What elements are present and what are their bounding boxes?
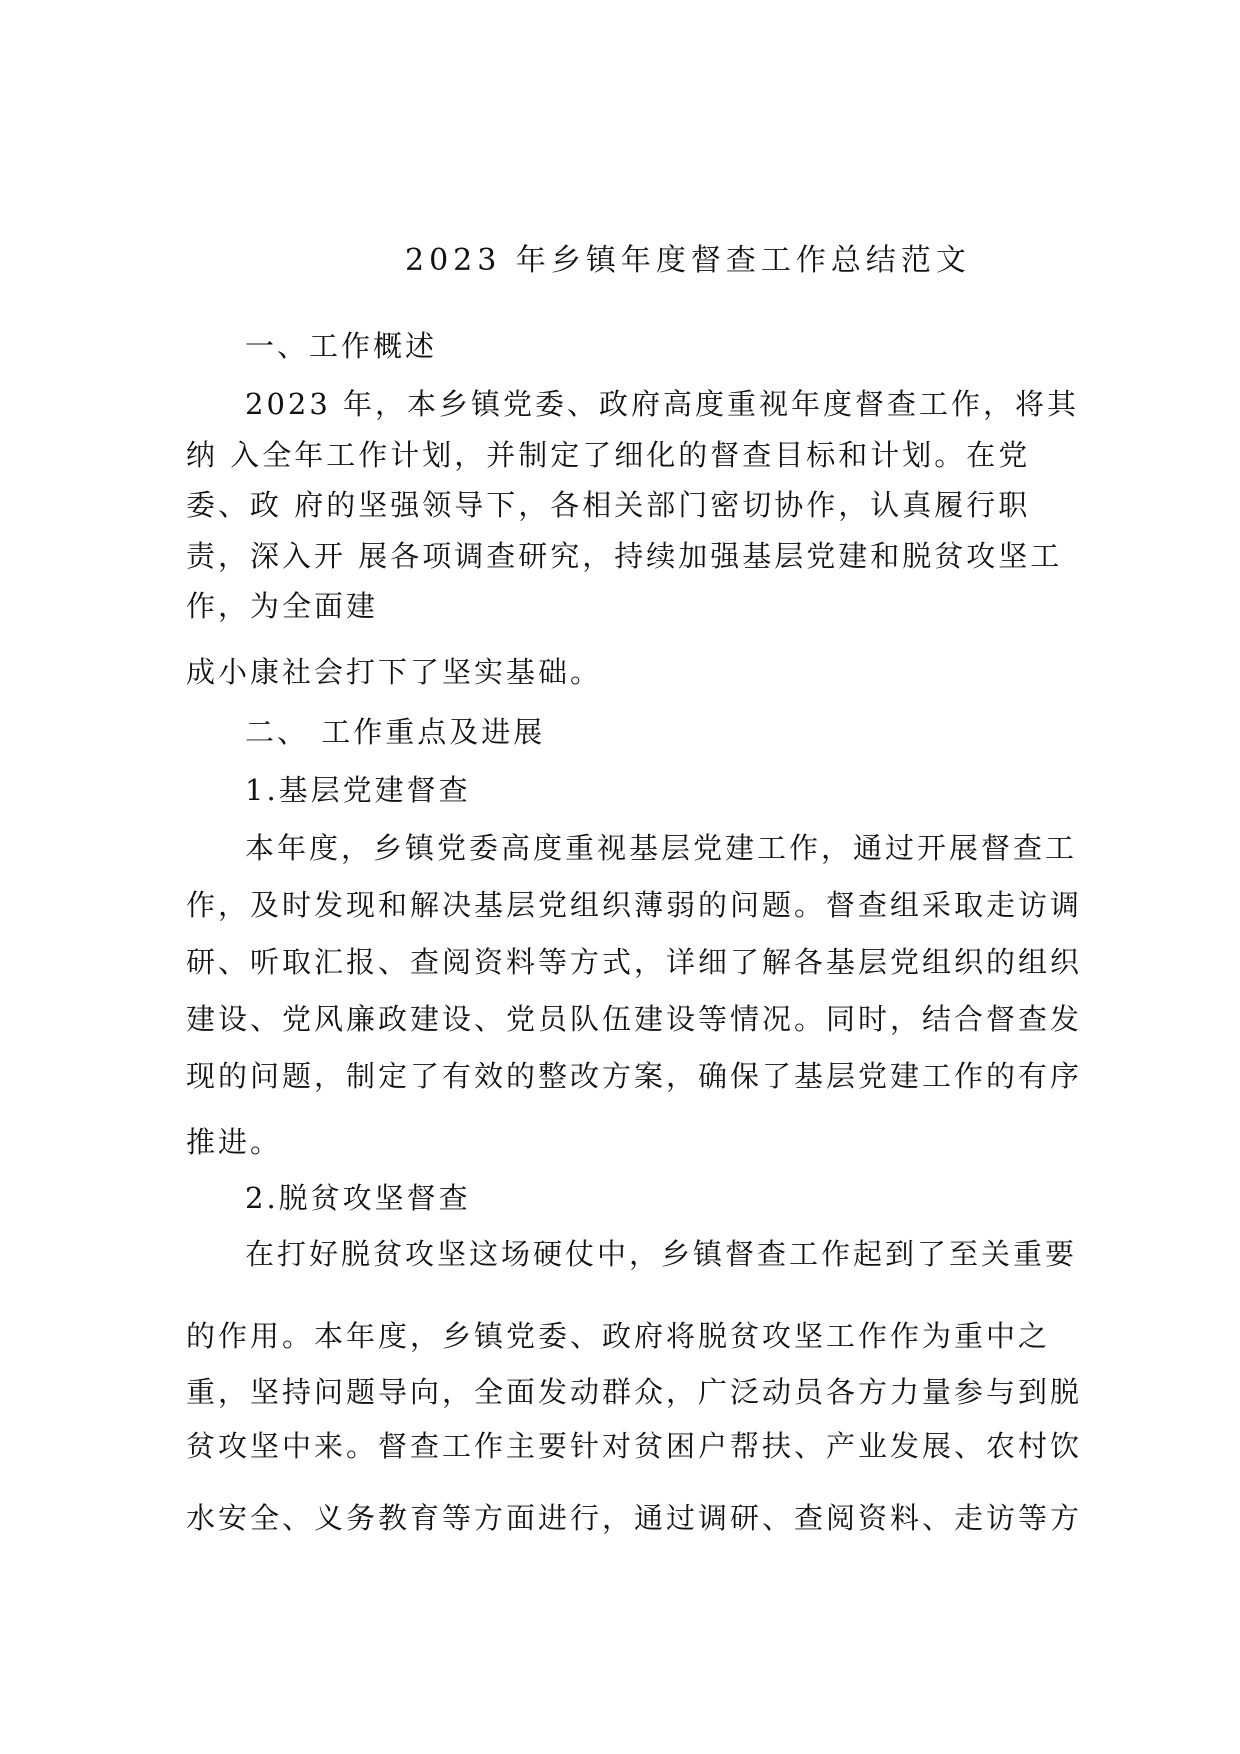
body-line: 作，及时发现和解决基层党组织薄弱的问题。督查组采取走访调 <box>186 888 1083 922</box>
body-line: 在打好脱贫攻坚这场硬仗中，乡镇督查工作起到了至关重要 <box>245 1237 1078 1271</box>
body-line: 贫攻坚中来。督查工作主要针对贫困户帮扶、产业发展、农村饮 <box>186 1429 1083 1463</box>
body-line: 现的问题，制定了有效的整改方案，确保了基层党建工作的有序 <box>186 1059 1083 1093</box>
body-line: 委、政 府的坚强领导下，各相关部门密切协作，认真履行职 <box>186 488 1031 522</box>
body-line: 的作用。本年度，乡镇党委、政府将脱贫攻坚工作作为重中之 <box>186 1319 1051 1353</box>
subsection-heading-party-building: 1.基层党建督查 <box>245 773 471 807</box>
body-line: 本年度，乡镇党委高度重视基层党建工作，通过开展督查工 <box>245 831 1078 865</box>
body-line: 2023 年，本乡镇党委、政府高度重视年度督查工作，将其 <box>245 387 1080 421</box>
body-line: 重，坚持问题导向，全面发动群众，广泛动员各方力量参与到脱 <box>186 1375 1083 1409</box>
body-line: 推进。 <box>186 1125 283 1159</box>
subsection-heading-poverty: 2.脱贫攻坚督查 <box>245 1181 471 1215</box>
document-title: 2023 年乡镇年度督查工作总结范文 <box>405 243 971 278</box>
body-line: 责，深入开 展各项调查研究，持续加强基层党建和脱贫攻坚工 <box>186 539 1063 573</box>
section-heading-overview: 一、工作概述 <box>245 329 438 363</box>
body-line: 纳 入全年工作计划，并制定了细化的督查目标和计划。在党 <box>186 438 1031 472</box>
body-line: 成小康社会打下了坚实基础。 <box>186 655 603 689</box>
body-line: 作，为全面建 <box>186 589 379 623</box>
body-line: 建设、党风廉政建设、党员队伍建设等情况。同时，结合督查发 <box>186 1002 1083 1036</box>
section-heading-progress: 二、 工作重点及进展 <box>245 715 546 749</box>
body-line: 研、听取汇报、查阅资料等方式，详细了解各基层党组织的组织 <box>186 945 1083 979</box>
body-line: 水安全、义务教育等方面进行，通过调研、查阅资料、走访等方 <box>186 1501 1083 1535</box>
